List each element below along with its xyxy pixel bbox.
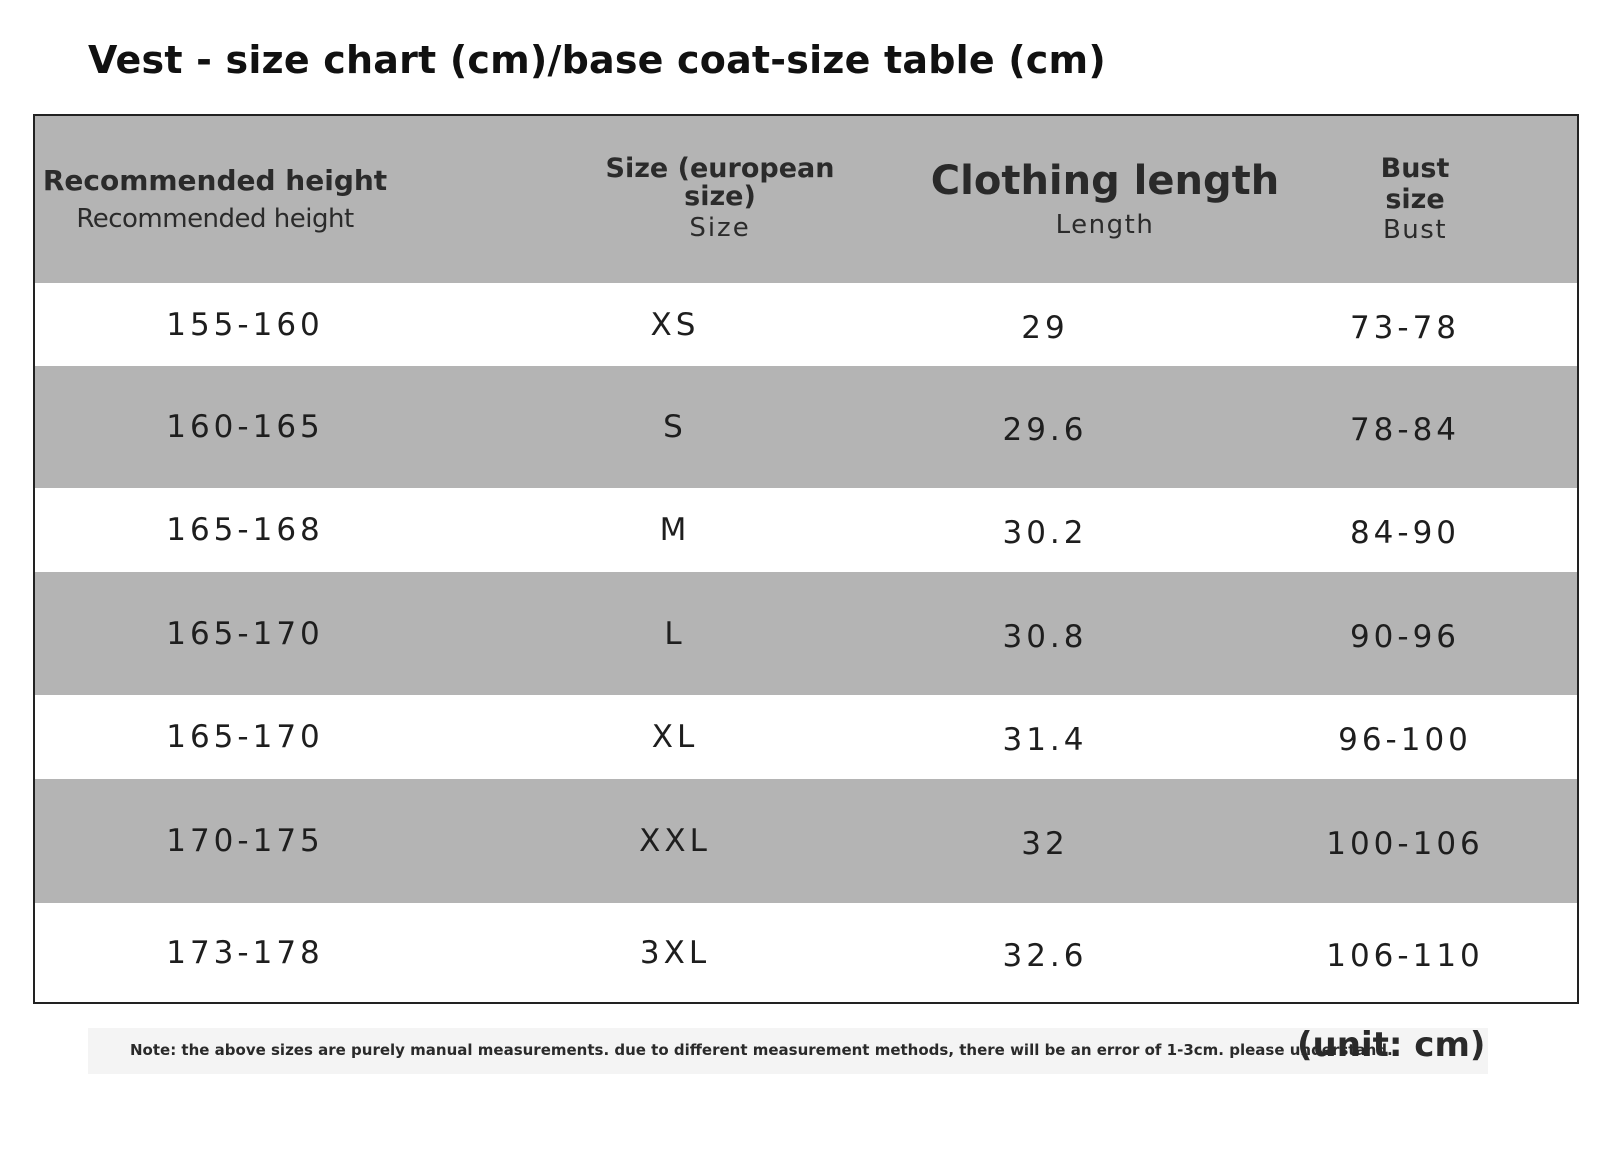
- header-label-main: Bust size: [1380, 153, 1450, 215]
- cell-height: 165-170: [166, 719, 324, 755]
- cell-length: 29: [1021, 309, 1069, 346]
- size-table: [33, 114, 1579, 1004]
- table-row: [35, 903, 1577, 1002]
- cell-size: XXL: [639, 823, 711, 859]
- header-size: [555, 116, 885, 283]
- table-row: [35, 572, 1577, 695]
- table-row: [35, 695, 1577, 779]
- header-bust: [1335, 116, 1495, 283]
- cell-size: M: [659, 512, 691, 548]
- table-row: [35, 366, 1577, 488]
- header-recommended-height: [35, 116, 395, 283]
- cell-size: XL: [651, 719, 699, 755]
- cell-height: 160-165: [166, 409, 324, 445]
- cell-size: S: [663, 409, 687, 445]
- header-clothing-length: [915, 116, 1295, 283]
- table-row: [35, 283, 1577, 366]
- cell-bust: 78-84: [1349, 412, 1461, 448]
- cell-length: 31.4: [1002, 722, 1088, 758]
- cell-size: XS: [650, 306, 700, 343]
- page-title: Vest - size chart (cm)/base coat-size table (cm): [88, 38, 1106, 82]
- cell-length: 29.6: [1002, 412, 1088, 448]
- cell-length: 30.2: [1002, 515, 1088, 551]
- header-label-sub: Length: [1055, 209, 1155, 240]
- cell-length: 32.6: [1002, 937, 1088, 974]
- cell-height: 165-170: [166, 615, 324, 652]
- header-label-sub: Bust: [1382, 215, 1448, 245]
- cell-bust: 84-90: [1349, 515, 1461, 551]
- cell-bust: 100-106: [1326, 826, 1484, 862]
- cell-length: 32: [1021, 826, 1069, 862]
- header-label-main: Size (european size): [605, 152, 835, 212]
- table-header-row: [35, 116, 1577, 283]
- cell-height: 170-175: [166, 823, 324, 859]
- cell-size: 3XL: [639, 934, 711, 971]
- table-row: [35, 488, 1577, 572]
- cell-height: 155-160: [166, 306, 324, 343]
- cell-length: 30.8: [1002, 618, 1088, 655]
- cell-bust: 73-78: [1349, 309, 1461, 346]
- header-label-sub: Recommended height: [76, 203, 354, 234]
- measurement-note: Note: the above sizes are purely manual measurements. due to different measurement methods, there will be an error of 1-3cm. please understand.: [130, 1041, 1393, 1059]
- cell-bust: 106-110: [1326, 937, 1484, 974]
- cell-bust: 96-100: [1338, 722, 1472, 758]
- unit-label: (unit: cm): [1297, 1025, 1486, 1065]
- header-label-main: Recommended height: [42, 163, 388, 197]
- header-label-main: Clothing length: [930, 157, 1280, 204]
- cell-size: L: [664, 615, 686, 652]
- cell-bust: 90-96: [1349, 618, 1461, 655]
- cell-height: 165-168: [166, 512, 324, 548]
- cell-height: 173-178: [166, 934, 324, 971]
- table-row: [35, 779, 1577, 903]
- header-label-sub: Size: [689, 212, 751, 243]
